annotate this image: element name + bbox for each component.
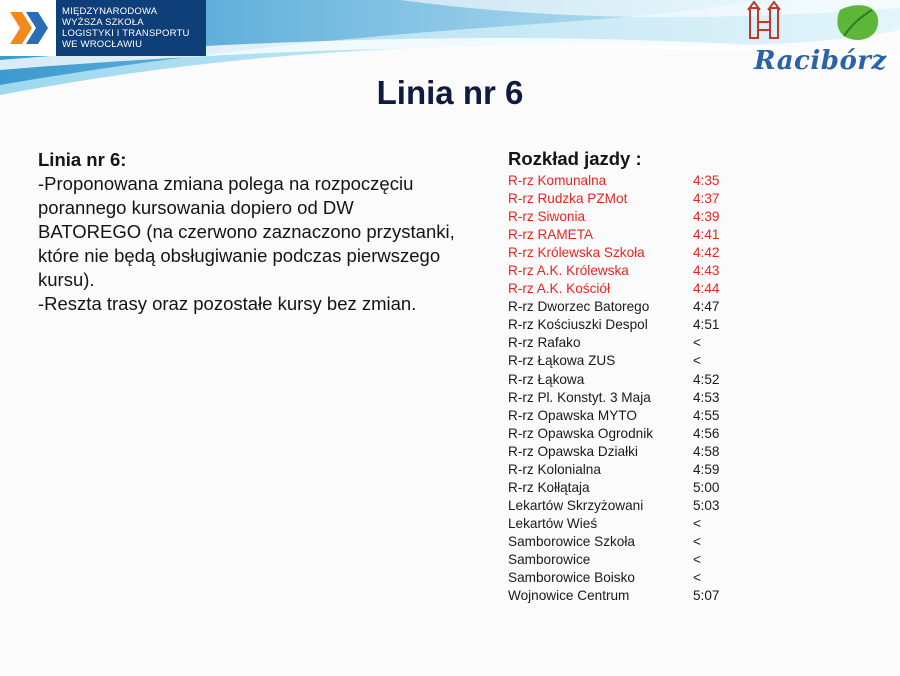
departure-time: 4:39 [693,209,720,225]
departure-time: 4:35 [693,173,720,188]
stop-name: R-rz Rafako [508,335,581,351]
timetable-row [508,479,768,497]
departure-time: 4:56 [693,425,720,441]
stop-name: R-rz Łąkowa [508,371,585,387]
timetable-row [508,280,768,298]
timetable-row [508,172,768,190]
timetable-row [508,208,768,226]
timetable-row [508,425,768,443]
timetable-row [508,587,768,605]
stop-name: R-rz Królewska Szkoła [508,245,645,261]
timetable-row [508,190,768,208]
departure-time: 4:37 [693,191,720,207]
stop-name: R-rz Siwonia [508,209,586,225]
departure-time: 5:03 [693,497,720,513]
departure-time: 5:00 [693,479,720,495]
stop-name: Samborowice [508,551,591,567]
timetable-row [508,371,768,389]
stop-name: R-rz A.K. Królewska [508,263,629,279]
stop-name: R-rz Rudzka PZMot [508,191,628,207]
university-logo-line: WE WROCŁAWIU [62,39,143,50]
timetable-row [508,407,768,425]
university-logo-line: MIĘDZYNARODOWA [62,6,158,17]
stop-name: R-rz Kołłątaja [508,479,590,495]
university-logo-text [62,6,190,50]
stop-name: R-rz Opawska MYTO [508,407,637,423]
timetable-row [508,497,768,515]
timetable-row [508,533,768,551]
timetable-row [508,244,768,262]
departure-time: 5:07 [693,588,720,604]
departure-time: < [693,551,701,567]
timetable-row [508,443,768,461]
stop-name: R-rz Kolonialna [508,461,601,477]
timetable-row [508,316,768,334]
departure-time: 4:44 [693,281,720,297]
stop-name: R-rz Komunalna [508,173,607,188]
departure-time: 4:51 [693,317,720,333]
timetable-row [508,334,768,352]
stop-name: Samborowice Boisko [508,570,635,586]
departure-time: 4:59 [693,461,720,477]
stop-name: R-rz Pl. Konstyt. 3 Maja [508,389,651,405]
timetable-row [508,551,768,569]
stop-name: R-rz RAMETA [508,227,594,243]
stop-name: Samborowice Szkoła [508,533,635,549]
stop-name: Lekartów Wieś [508,515,598,531]
university-logo-mark-icon [0,0,56,56]
stop-name: R-rz Kościuszki Despol [508,317,648,333]
timetable-row [508,461,768,479]
timetable-row [508,298,768,316]
timetable-row [508,226,768,244]
timetable-row [508,389,768,407]
departure-time: 4:58 [693,443,720,459]
stop-name: R-rz Łąkowa ZUS [508,353,616,369]
timetable-title: Rozkład jazdy : [508,148,642,169]
departure-time: < [693,335,701,351]
stop-name: R-rz A.K. Kościół [508,281,610,297]
departure-time: < [693,533,701,549]
timetable [508,148,768,605]
description-heading: Linia nr 6: [38,149,127,170]
stop-name: R-rz Opawska Działki [508,443,638,459]
departure-time: 4:41 [693,227,720,243]
stop-name: Lekartów Skrzyżowani [508,497,644,513]
departure-time: < [693,353,701,369]
slide-title: Linia nr 6 [376,74,524,111]
timetable-row [508,569,768,587]
stop-name: R-rz Opawska Ogrodnik [508,425,654,441]
description-paragraph: -Proponowana zmiana polega na rozpoczęciu porannego kursowania dopiero od DW BATOREGO (na czerwono zaznaczono przystanki, które nie będą obsługiwanie podczas pierwszego kursu). [38,173,455,290]
departure-time: 4:53 [693,389,720,405]
timetable-row [508,262,768,280]
stop-name: R-rz Dworzec Batorego [508,299,650,315]
timetable-rows [508,172,768,605]
university-logo-line: LOGISTYKI I TRANSPORTU [62,28,190,39]
departure-time: 4:55 [693,407,720,423]
description-paragraph: -Reszta trasy oraz pozostałe kursy bez zmian. [38,293,417,314]
departure-time: < [693,515,701,531]
description-block [38,148,458,316]
university-logo [0,0,206,56]
timetable-row [508,515,768,533]
departure-time: 4:42 [693,245,720,261]
departure-time: 4:47 [693,299,720,315]
timetable-row [508,352,768,370]
stop-name: Wojnowice Centrum [508,588,630,604]
departure-time: 4:43 [693,263,720,279]
raciborz-logo-text: Racibórz [754,46,887,76]
departure-time: < [693,570,701,586]
university-logo-line: WYŻSZA SZKOŁA [62,17,144,28]
departure-time: 4:52 [693,371,720,387]
